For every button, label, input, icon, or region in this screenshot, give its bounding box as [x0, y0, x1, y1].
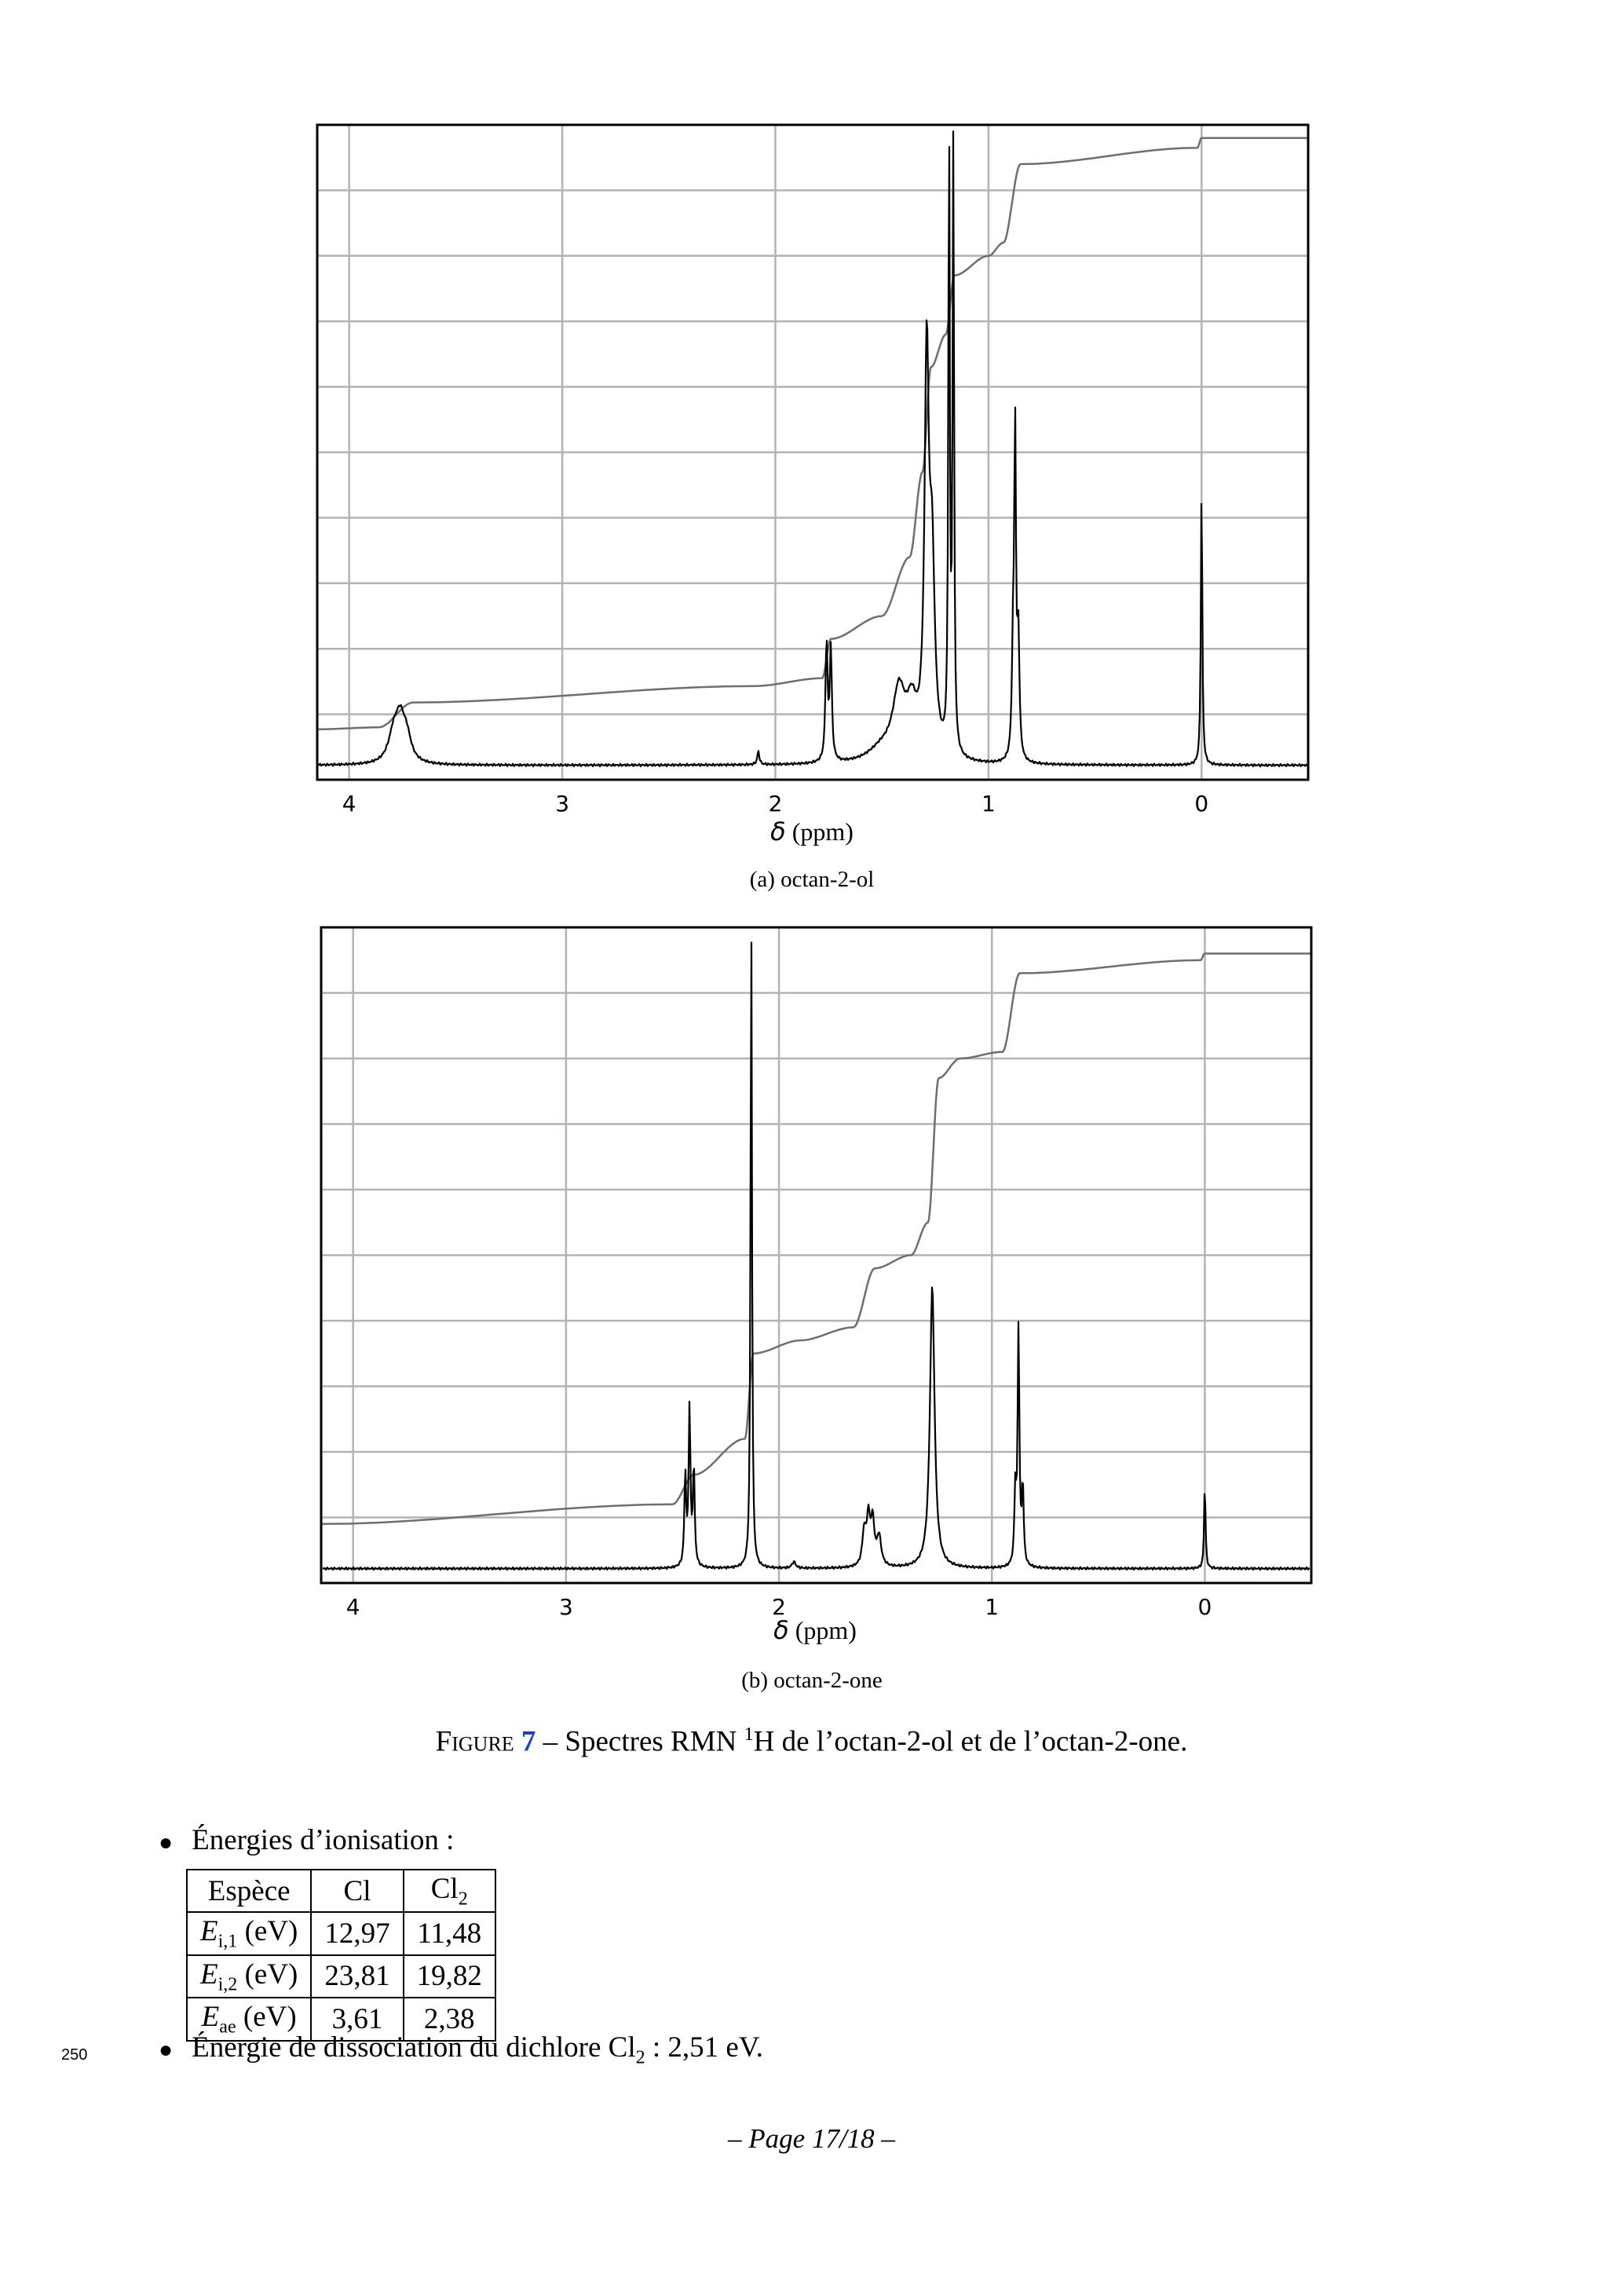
- table-cell: 19,82: [404, 1955, 495, 1998]
- bullet-ionisation: [159, 1823, 454, 1857]
- x-axis-symbol: δ: [770, 817, 786, 846]
- bullet-text: Énergie de dissociation du dichlore Cl: [192, 2031, 636, 2064]
- x-tick-label: 4: [342, 791, 356, 817]
- table-cell: 2,38: [404, 1998, 495, 2040]
- page-footer: – Page 17/18 –: [728, 2123, 895, 2154]
- bullet-value: : 2,51 eV.: [645, 2031, 764, 2064]
- table-cell: Espèce: [187, 1870, 311, 1912]
- x-axis-label-b: [658, 1615, 972, 1645]
- subfigure-caption-b: (b) octan-2-one: [741, 1668, 883, 1693]
- x-axis-symbol: δ: [773, 1615, 789, 1645]
- table-row: [187, 1955, 495, 1998]
- bullet-dissociation: [159, 2031, 763, 2068]
- grid: [321, 927, 1311, 1583]
- x-tick-label: 3: [555, 791, 570, 817]
- x-tick-label: 0: [1194, 791, 1209, 817]
- table-cell: 11,48: [404, 1912, 495, 1954]
- table-cell: 3,61: [311, 1998, 403, 2040]
- bullet-icon: ●: [159, 1829, 174, 1855]
- x-tick-label: 1: [985, 1594, 1000, 1620]
- x-tick-label: 0: [1197, 1594, 1212, 1620]
- table-cell: 12,97: [311, 1912, 403, 1954]
- table-cell: 23,81: [311, 1955, 403, 1998]
- subfigure-caption-a: (a) octan-2-ol: [749, 867, 875, 892]
- x-tick-label: 2: [772, 1594, 786, 1620]
- x-axis-unit: (ppm): [795, 1616, 857, 1644]
- line-number: 250: [61, 2046, 88, 2064]
- table-cell: $E_{i,1}$ (eV): [187, 1912, 311, 1954]
- subscript: 2: [635, 2047, 645, 2068]
- x-axis-unit: (ppm): [791, 817, 854, 846]
- figure-caption-text: – Spectres RMN: [536, 1725, 744, 1758]
- table-cell: $E_{i,2}$ (eV): [187, 1955, 311, 1998]
- x-tick-label: 1: [981, 791, 996, 817]
- x-tick-label: 4: [345, 1594, 360, 1620]
- figure-label: Figure: [435, 1725, 514, 1758]
- figure-caption: [0, 1724, 1623, 1758]
- figure-caption-text-2: H de l’octan-2-ol et de l’octan-2-one.: [753, 1725, 1188, 1758]
- figure-number-link[interactable]: 7: [521, 1725, 536, 1758]
- bullet-icon: ●: [159, 2036, 174, 2063]
- table-cell: Cl: [311, 1870, 403, 1912]
- table-header-row: [187, 1870, 495, 1912]
- x-tick-label: 2: [768, 791, 783, 817]
- table-cell: $E_{ae}$ (eV): [187, 1998, 311, 2040]
- x-tick-label: 3: [558, 1594, 573, 1620]
- isotope-superscript: 1: [744, 1724, 754, 1745]
- table-cell: $Cl_2$: [404, 1870, 495, 1912]
- integration-curve: [321, 953, 1311, 1523]
- energy-table: [186, 1869, 496, 2042]
- table-row: [187, 1912, 495, 1954]
- bullet-text: Énergies d’ionisation :: [192, 1824, 455, 1856]
